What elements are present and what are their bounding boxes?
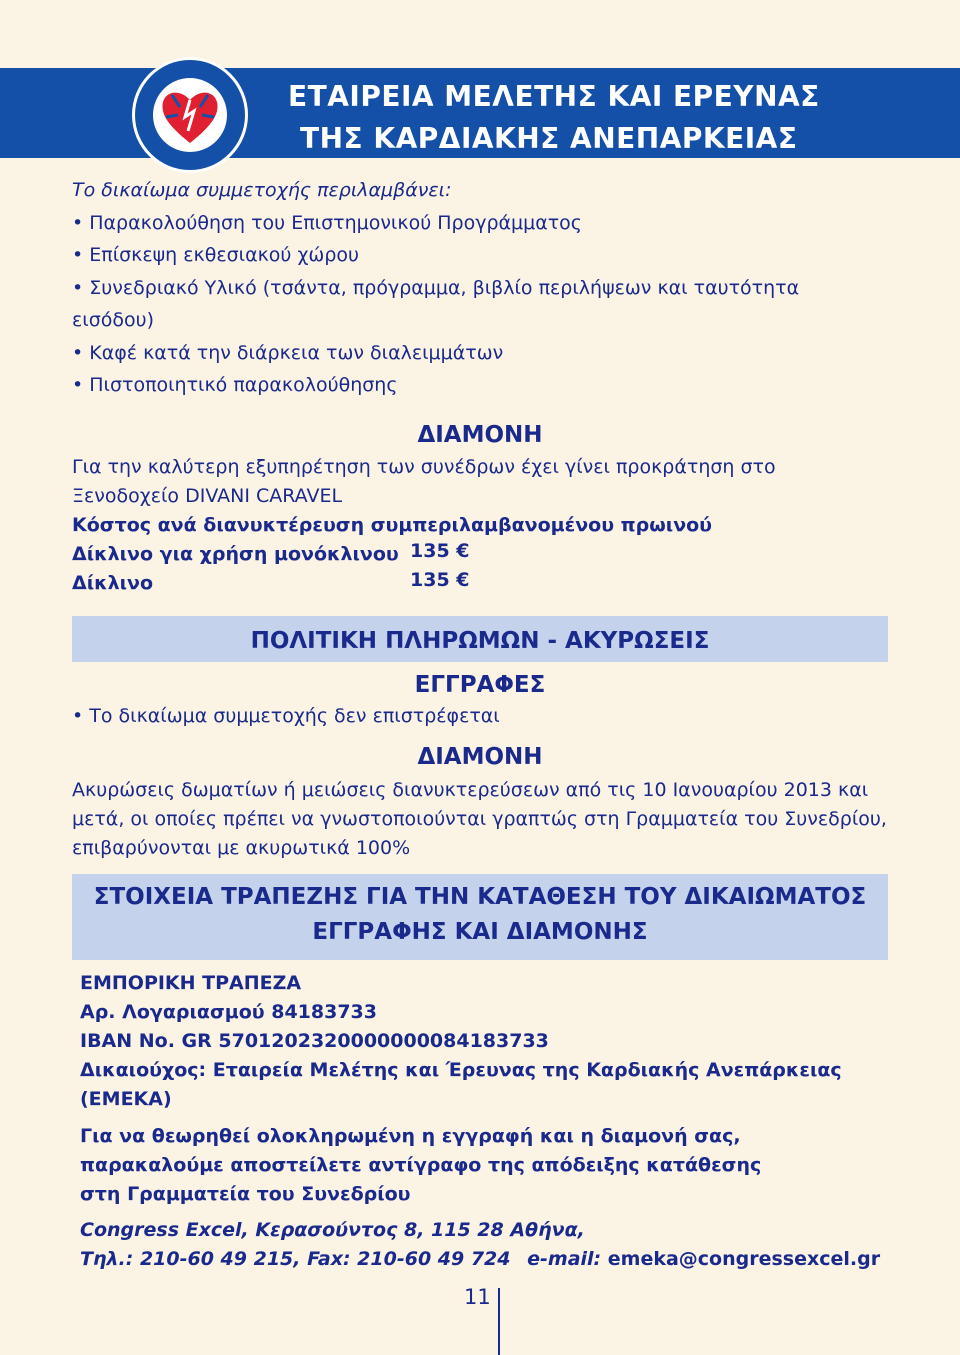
participation-intro: Το δικαίωμα συμμετοχής περιλαμβάνει: (72, 179, 452, 201)
notice-line: στη Γραμματεία του Συνεδρίου (80, 1183, 411, 1205)
room-price: 135 € (410, 569, 470, 591)
bank-band-line2: ΕΓΓΡΑΦΗΣ ΚΑΙ ΔΙΑΜΟΝΗΣ (312, 919, 648, 945)
registrations-text: • Το δικαίωμα συμμετοχής δεν επιστρέφεται (72, 705, 500, 727)
participation-item: • Επίσκεψη εκθεσιακού χώρου (72, 244, 360, 266)
bank-name: ΕΜΠΟΡΙΚΗ ΤΡΑΠΕΖΑ (80, 972, 302, 994)
accommodation-hotel: Ξενοδοχείο DIVANI CARAVEL (72, 485, 343, 507)
bank-iban: IBAN No. GR 5701202320000000084183733 (80, 1030, 549, 1052)
contact-phone: Τηλ.: 210-60 49 215, Fax: 210-60 49 724 (80, 1248, 511, 1270)
page-divider-line (498, 1288, 500, 1355)
room-label: Δίκλινο (72, 572, 154, 594)
bank-account: Αρ. Λογαριασμού 84183733 (80, 1001, 377, 1023)
bank-beneficiary-abbr: (ΕΜΕΚΑ) (80, 1088, 172, 1110)
notice-line: παρακαλούμε αποστείλετε αντίγραφο της απόδειξης κατάθεσης (80, 1154, 762, 1176)
contact-address: Congress Excel, Κερασούντος 8, 115 28 Αθήνα, (80, 1219, 585, 1241)
notice-line: Για να θεωρηθεί ολοκληρωμένη η εγγραφή και η διαμονή σας, (80, 1125, 741, 1147)
accommodation-heading: ΔΙΑΜΟΝΗ (417, 422, 543, 448)
accommodation-line: Για την καλύτερη εξυπηρέτηση των συνέδρων έχει γίνει προκράτηση στο (72, 456, 776, 478)
header-title-line2: ΤΗΣ ΚΑΡΔΙΑΚΗΣ ΑΝΕΠΑΡΚΕΙΑΣ (300, 122, 798, 155)
participation-item: • Παρακολούθηση του Επιστημονικού Προγράμματος (72, 212, 582, 234)
header-title (288, 76, 848, 160)
participation-item: • Πιστοποιητικό παρακολούθησης (72, 374, 398, 396)
cancellation-line: μετά, οι οποίες πρέπει να γνωστοποιούνται γραπτώς στη Γραμματεία του Συνεδρίου, (72, 808, 887, 830)
participation-item: εισόδου) (72, 309, 155, 331)
cancellation-line: επιβαρύνονται με ακυρωτικά 100% (72, 837, 411, 859)
accommodation-cost-note: Κόστος ανά διανυκτέρευση συμπεριλαμβανομένου πρωινού (72, 514, 713, 536)
participation-item: • Καφέ κατά την διάρκεια των διαλειμμάτων (72, 342, 504, 364)
cancellation-accommodation-heading: ΔΙΑΜΟΝΗ (417, 744, 543, 770)
header-title-line1: ΕΤΑΙΡΕΙΑ ΜΕΛΕΤΗΣ ΚΑΙ ΕΡΕΥΝΑΣ (288, 80, 820, 113)
bank-band-line1: ΣΤΟΙΧΕΙΑ ΤΡΑΠΕΖΗΣ ΓΙΑ ΤΗΝ ΚΑΤΑΘΕΣΗ ΤΟΥ ΔΙΚΑΙΩΜΑΤΟΣ (93, 884, 867, 910)
contact-line (80, 1245, 880, 1274)
participation-item: • Συνεδριακό Υλικό (τσάντα, πρόγραμμα, βιβλίο περιλήψεων και ταυτότητα (72, 277, 800, 299)
contact-email-link[interactable]: emeka@congressexcel.gr (607, 1248, 881, 1270)
bank-band (72, 874, 888, 960)
cancellation-line: Ακυρώσεις δωματίων ή μειώσεις διανυκτερεύσεων από τις 10 Ιανουαρίου 2013 και (72, 779, 869, 801)
contact-email-label: e-mail: (527, 1248, 602, 1270)
room-price: 135 € (410, 540, 470, 562)
room-label: Δίκλινο για χρήση μονόκλινου (72, 543, 399, 565)
emeka-logo-icon (130, 55, 250, 175)
policy-band: ΠΟΛΙΤΙΚΗ ΠΛΗΡΩΜΩΝ - ΑΚΥΡΩΣΕΙΣ (72, 616, 888, 662)
page-number: 11 (464, 1285, 491, 1309)
registrations-heading: ΕΓΓΡΑΦΕΣ (414, 672, 546, 698)
bank-beneficiary: Δικαιούχος: Εταιρεία Μελέτης και Έρευνας της Καρδιακής Ανεπάρκειας (80, 1059, 842, 1081)
